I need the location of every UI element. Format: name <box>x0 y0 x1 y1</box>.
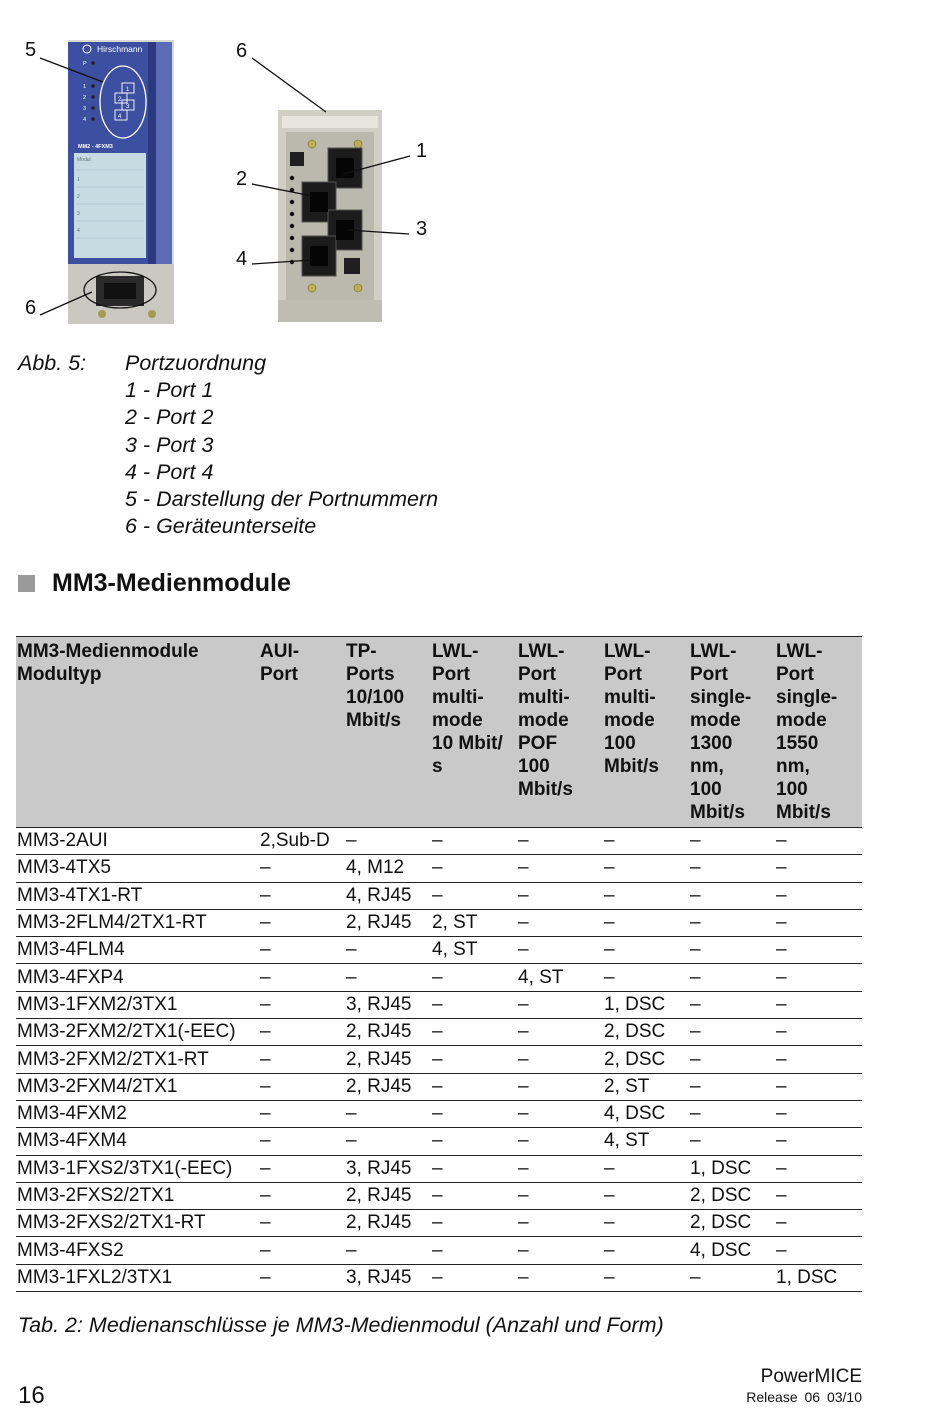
table-cell: 2, RJ45 <box>345 1046 431 1073</box>
table-cell: 4, ST <box>431 937 517 964</box>
svg-text:1: 1 <box>77 177 80 183</box>
table-cell: – <box>259 1264 345 1291</box>
table-cell: – <box>517 1237 603 1264</box>
module-type-cell: MM3-4FXS2 <box>16 1237 259 1264</box>
table-cell: – <box>431 1182 517 1209</box>
page-number: 16 <box>18 1382 45 1409</box>
column-header-line: 100 <box>690 779 722 800</box>
caption-line: 5 - Darstellung der Portnummern <box>125 486 439 511</box>
callout-lines <box>0 0 950 340</box>
module-type-cell: MM3-2FXS2/2TX1 <box>16 1182 259 1209</box>
column-header <box>345 637 431 828</box>
svg-text:2: 2 <box>83 95 87 101</box>
table-cell: – <box>259 855 345 882</box>
column-header-line: Mbit/s <box>346 710 401 731</box>
table-cell: – <box>603 909 689 936</box>
table-cell: – <box>345 1237 431 1264</box>
module-model: MM2 - 4FXM3 <box>78 144 113 150</box>
caption-line: 6 - Geräteunterseite <box>125 514 317 539</box>
table-cell: – <box>431 1073 517 1100</box>
caption-line: Portzuordnung <box>125 351 267 375</box>
table-cell: – <box>603 1155 689 1182</box>
table-cell: 2, RJ45 <box>345 1073 431 1100</box>
table-cell: – <box>689 937 775 964</box>
table-cell: – <box>259 1046 345 1073</box>
column-header-line: LWL- <box>690 641 737 662</box>
svg-text:3: 3 <box>83 106 87 112</box>
table-cell: – <box>689 828 775 855</box>
column-header-line: single- <box>690 687 752 708</box>
section-heading <box>18 568 291 598</box>
table-cell: 4, DSC <box>603 1100 689 1127</box>
table-cell: – <box>431 1264 517 1291</box>
table-cell: – <box>775 909 862 936</box>
table-cell: 2, RJ45 <box>345 1210 431 1237</box>
table-cell: 2, RJ45 <box>345 1019 431 1046</box>
svg-text:3: 3 <box>126 104 130 110</box>
module-type-cell: MM3-2FXM4/2TX1 <box>16 1073 259 1100</box>
table-cell: – <box>431 1019 517 1046</box>
module-type-cell: MM3-4TX5 <box>16 855 259 882</box>
table-row <box>16 1155 862 1182</box>
column-header-line: Port <box>690 664 728 685</box>
figure-caption-label: Abb. 5: <box>18 351 87 375</box>
module-type-cell: MM3-2FLM4/2TX1-RT <box>16 909 259 936</box>
table-cell: – <box>517 882 603 909</box>
callout-1: 1 <box>416 140 428 162</box>
table-caption: Tab. 2: Medienanschlüsse je MM3-Medienmodul (Anzahl und Form) <box>18 1313 664 1337</box>
table-cell: – <box>689 1100 775 1127</box>
table-cell: 1, DSC <box>775 1264 862 1291</box>
column-header-line: mode <box>432 710 483 731</box>
table-cell: 2, DSC <box>603 1019 689 1046</box>
table-cell: – <box>775 1237 862 1264</box>
table-cell: – <box>259 991 345 1018</box>
column-header-line: Modultyp <box>17 664 102 685</box>
table-row <box>16 909 862 936</box>
callout-4: 4 <box>236 248 248 270</box>
svg-text:1: 1 <box>83 84 87 90</box>
column-header-line: nm, <box>776 756 810 777</box>
svg-text:3: 3 <box>77 211 80 217</box>
column-header <box>16 637 259 828</box>
table-cell: – <box>603 1237 689 1264</box>
table-body <box>16 828 862 1292</box>
table-cell: – <box>517 1182 603 1209</box>
svg-text:4: 4 <box>118 114 122 120</box>
svg-text:P: P <box>83 61 87 67</box>
callout-3: 3 <box>416 218 428 240</box>
callout-6-top: 6 <box>236 40 248 62</box>
table-cell: – <box>431 964 517 991</box>
column-header-line: AUI- <box>260 641 300 662</box>
table-cell: – <box>345 937 431 964</box>
table-cell: – <box>517 909 603 936</box>
column-header <box>259 637 345 828</box>
column-header-line: Mbit/s <box>690 802 745 823</box>
table-cell: – <box>775 1155 862 1182</box>
table-cell: – <box>259 964 345 991</box>
table-cell: – <box>603 828 689 855</box>
table-cell: 4, M12 <box>345 855 431 882</box>
table-cell: – <box>431 1237 517 1264</box>
table-cell: – <box>517 991 603 1018</box>
table-cell: – <box>689 1264 775 1291</box>
caption-line: 2 - Port 2 <box>125 405 214 430</box>
table-cell: – <box>517 1128 603 1155</box>
table-cell: – <box>517 828 603 855</box>
column-header-line: MM3-Medienmodule <box>17 641 199 662</box>
column-header-line: multi- <box>432 687 484 708</box>
table-cell: – <box>517 1046 603 1073</box>
media-modules-table <box>16 636 862 1292</box>
table-row <box>16 882 862 909</box>
table-cell: 1, DSC <box>689 1155 775 1182</box>
column-header-line: LWL- <box>776 641 823 662</box>
table-cell: – <box>431 1128 517 1155</box>
column-header <box>517 637 603 828</box>
table-cell: – <box>775 1019 862 1046</box>
section-bullet-square <box>18 575 35 592</box>
table-cell: – <box>775 991 862 1018</box>
table-cell: – <box>259 1073 345 1100</box>
svg-text:Modul: Modul <box>77 157 91 163</box>
table-cell: – <box>775 1128 862 1155</box>
module-type-cell: MM3-4FLM4 <box>16 937 259 964</box>
table-cell: – <box>689 855 775 882</box>
column-header-line: 1550 <box>776 733 819 754</box>
table-cell: – <box>775 828 862 855</box>
caption-line: 3 - Port 3 <box>125 432 214 457</box>
table-row <box>16 1019 862 1046</box>
table-cell: – <box>689 1073 775 1100</box>
table-cell: 1, DSC <box>603 991 689 1018</box>
column-header-line: LWL- <box>432 641 479 662</box>
table-row <box>16 1182 862 1209</box>
column-header-line: Port <box>432 664 470 685</box>
table-cell: 2, ST <box>603 1073 689 1100</box>
table-cell: – <box>775 1182 862 1209</box>
svg-text:1: 1 <box>126 87 130 93</box>
table-cell: – <box>345 964 431 991</box>
table-cell: – <box>775 855 862 882</box>
table-cell: 2, DSC <box>603 1046 689 1073</box>
table-cell: 4, ST <box>517 964 603 991</box>
module-type-cell: MM3-4TX1-RT <box>16 882 259 909</box>
module-type-cell: MM3-1FXL2/3TX1 <box>16 1264 259 1291</box>
table-cell: – <box>259 1155 345 1182</box>
table-row <box>16 964 862 991</box>
caption-line: 4 - Port 4 <box>125 459 214 484</box>
table-cell: – <box>517 1019 603 1046</box>
svg-text:4: 4 <box>83 117 87 123</box>
table-row <box>16 1128 862 1155</box>
module-type-cell: MM3-4FXM4 <box>16 1128 259 1155</box>
callout-5: 5 <box>25 39 37 61</box>
column-header-line: nm, <box>690 756 724 777</box>
table-row <box>16 855 862 882</box>
release-info: Release 06 03/10 <box>746 1389 862 1405</box>
column-header-line: Port <box>604 664 642 685</box>
table-cell: – <box>517 855 603 882</box>
table-cell: – <box>689 1019 775 1046</box>
column-header-line: Mbit/s <box>518 779 573 800</box>
module-type-cell: MM3-2FXM2/2TX1(-EEC) <box>16 1019 259 1046</box>
table-cell: – <box>259 1182 345 1209</box>
column-header-line: single- <box>776 687 838 708</box>
column-header-line: mode <box>690 710 741 731</box>
table-cell: – <box>689 964 775 991</box>
table-cell: 3, RJ45 <box>345 1155 431 1182</box>
svg-text:2: 2 <box>77 194 80 200</box>
table-cell: – <box>431 828 517 855</box>
table-cell: – <box>689 909 775 936</box>
table-cell: – <box>517 1210 603 1237</box>
column-header-line: Port <box>518 664 556 685</box>
table-cell: – <box>259 1100 345 1127</box>
table-row <box>16 991 862 1018</box>
table-cell: – <box>775 882 862 909</box>
table-cell: – <box>259 1210 345 1237</box>
table-row <box>16 1237 862 1264</box>
table-cell: 2, DSC <box>689 1182 775 1209</box>
table-cell: – <box>603 882 689 909</box>
table-row <box>16 1046 862 1073</box>
column-header-line: mode <box>604 710 655 731</box>
column-header <box>689 637 775 828</box>
table-cell: – <box>345 1128 431 1155</box>
table-cell: – <box>431 1100 517 1127</box>
module-type-cell: MM3-1FXS2/3TX1(-EEC) <box>16 1155 259 1182</box>
section-title: MM3-Medienmodule <box>52 568 291 597</box>
table-row <box>16 1073 862 1100</box>
table-cell: – <box>603 1210 689 1237</box>
table-cell: – <box>431 882 517 909</box>
column-header-line: Mbit/s <box>776 802 831 823</box>
column-header-line: s <box>432 756 443 777</box>
table-cell: – <box>603 1264 689 1291</box>
module-type-cell: MM3-4FXP4 <box>16 964 259 991</box>
table-cell: 4, RJ45 <box>345 882 431 909</box>
table-cell: – <box>517 1264 603 1291</box>
column-header-line: 100 <box>776 779 808 800</box>
table-cell: – <box>603 937 689 964</box>
callout-2: 2 <box>236 168 248 190</box>
table-cell: – <box>259 1019 345 1046</box>
table-cell: – <box>689 1046 775 1073</box>
table-cell: 4, ST <box>603 1128 689 1155</box>
svg-text:2: 2 <box>118 97 122 103</box>
column-header-line: TP- <box>346 641 377 662</box>
column-header-line: mode <box>776 710 827 731</box>
table-cell: – <box>775 1046 862 1073</box>
table-cell: – <box>603 855 689 882</box>
table-cell: – <box>689 1128 775 1155</box>
table-cell: 2, RJ45 <box>345 909 431 936</box>
column-header-line: LWL- <box>604 641 651 662</box>
table-cell: – <box>517 1155 603 1182</box>
table-cell: – <box>775 937 862 964</box>
table-cell: 3, RJ45 <box>345 991 431 1018</box>
column-header-line: 1300 <box>690 733 733 754</box>
column-header-line: Port <box>776 664 814 685</box>
column-header-line: 100 <box>604 733 636 754</box>
table-cell: 2, RJ45 <box>345 1182 431 1209</box>
table-cell: 3, RJ45 <box>345 1264 431 1291</box>
table-cell: – <box>689 882 775 909</box>
table-cell: – <box>259 1237 345 1264</box>
table-cell: – <box>259 937 345 964</box>
table-cell: – <box>431 1155 517 1182</box>
module-type-cell: MM3-1FXM2/3TX1 <box>16 991 259 1018</box>
column-header-line: 10 Mbit/ <box>432 733 503 754</box>
module-brand: Hirschmann <box>97 44 143 54</box>
table-cell: – <box>259 909 345 936</box>
column-header <box>775 637 862 828</box>
table-cell: – <box>689 991 775 1018</box>
callout-6-bottom: 6 <box>25 297 37 319</box>
table-row <box>16 1210 862 1237</box>
table-cell: – <box>517 1073 603 1100</box>
column-header <box>603 637 689 828</box>
table-cell: – <box>431 855 517 882</box>
table-row <box>16 1264 862 1291</box>
table-row <box>16 828 862 855</box>
table-cell: 2,Sub-D <box>259 828 345 855</box>
module-type-cell: MM3-2AUI <box>16 828 259 855</box>
table-cell: 2, ST <box>431 909 517 936</box>
table-cell: – <box>345 828 431 855</box>
column-header-line: 10/100 <box>346 687 405 708</box>
column-header-line: Port <box>260 664 298 685</box>
table-cell: – <box>603 1182 689 1209</box>
caption-line: 1 - Port 1 <box>125 378 214 403</box>
column-header-line: POF <box>518 733 558 754</box>
table-cell: – <box>603 964 689 991</box>
table-header-row <box>16 637 862 828</box>
product-name: PowerMICE <box>760 1366 862 1387</box>
table-cell: – <box>775 1100 862 1127</box>
table-cell: – <box>517 1100 603 1127</box>
table-cell: – <box>431 991 517 1018</box>
column-header <box>431 637 517 828</box>
column-header-line: mode <box>518 710 569 731</box>
table-cell: – <box>517 937 603 964</box>
column-header-line: Ports <box>346 664 395 685</box>
table-cell: – <box>259 1128 345 1155</box>
table-row <box>16 937 862 964</box>
table-cell: – <box>775 1073 862 1100</box>
table-cell: 4, DSC <box>689 1237 775 1264</box>
column-header-line: multi- <box>518 687 570 708</box>
table-cell: – <box>431 1046 517 1073</box>
table-cell: 2, DSC <box>689 1210 775 1237</box>
table-cell: – <box>259 882 345 909</box>
table-cell: – <box>775 1210 862 1237</box>
table-cell: – <box>345 1100 431 1127</box>
column-header-line: 100 <box>518 756 550 777</box>
column-header-line: multi- <box>604 687 656 708</box>
table-row <box>16 1100 862 1127</box>
module-type-cell: MM3-2FXM2/2TX1-RT <box>16 1046 259 1073</box>
module-type-cell: MM3-2FXS2/2TX1-RT <box>16 1210 259 1237</box>
module-type-cell: MM3-4FXM2 <box>16 1100 259 1127</box>
figure-caption-lines <box>125 350 438 540</box>
svg-text:4: 4 <box>77 228 80 234</box>
table-cell: – <box>431 1210 517 1237</box>
column-header-line: Mbit/s <box>604 756 659 777</box>
column-header-line: LWL- <box>518 641 565 662</box>
table-cell: – <box>775 964 862 991</box>
